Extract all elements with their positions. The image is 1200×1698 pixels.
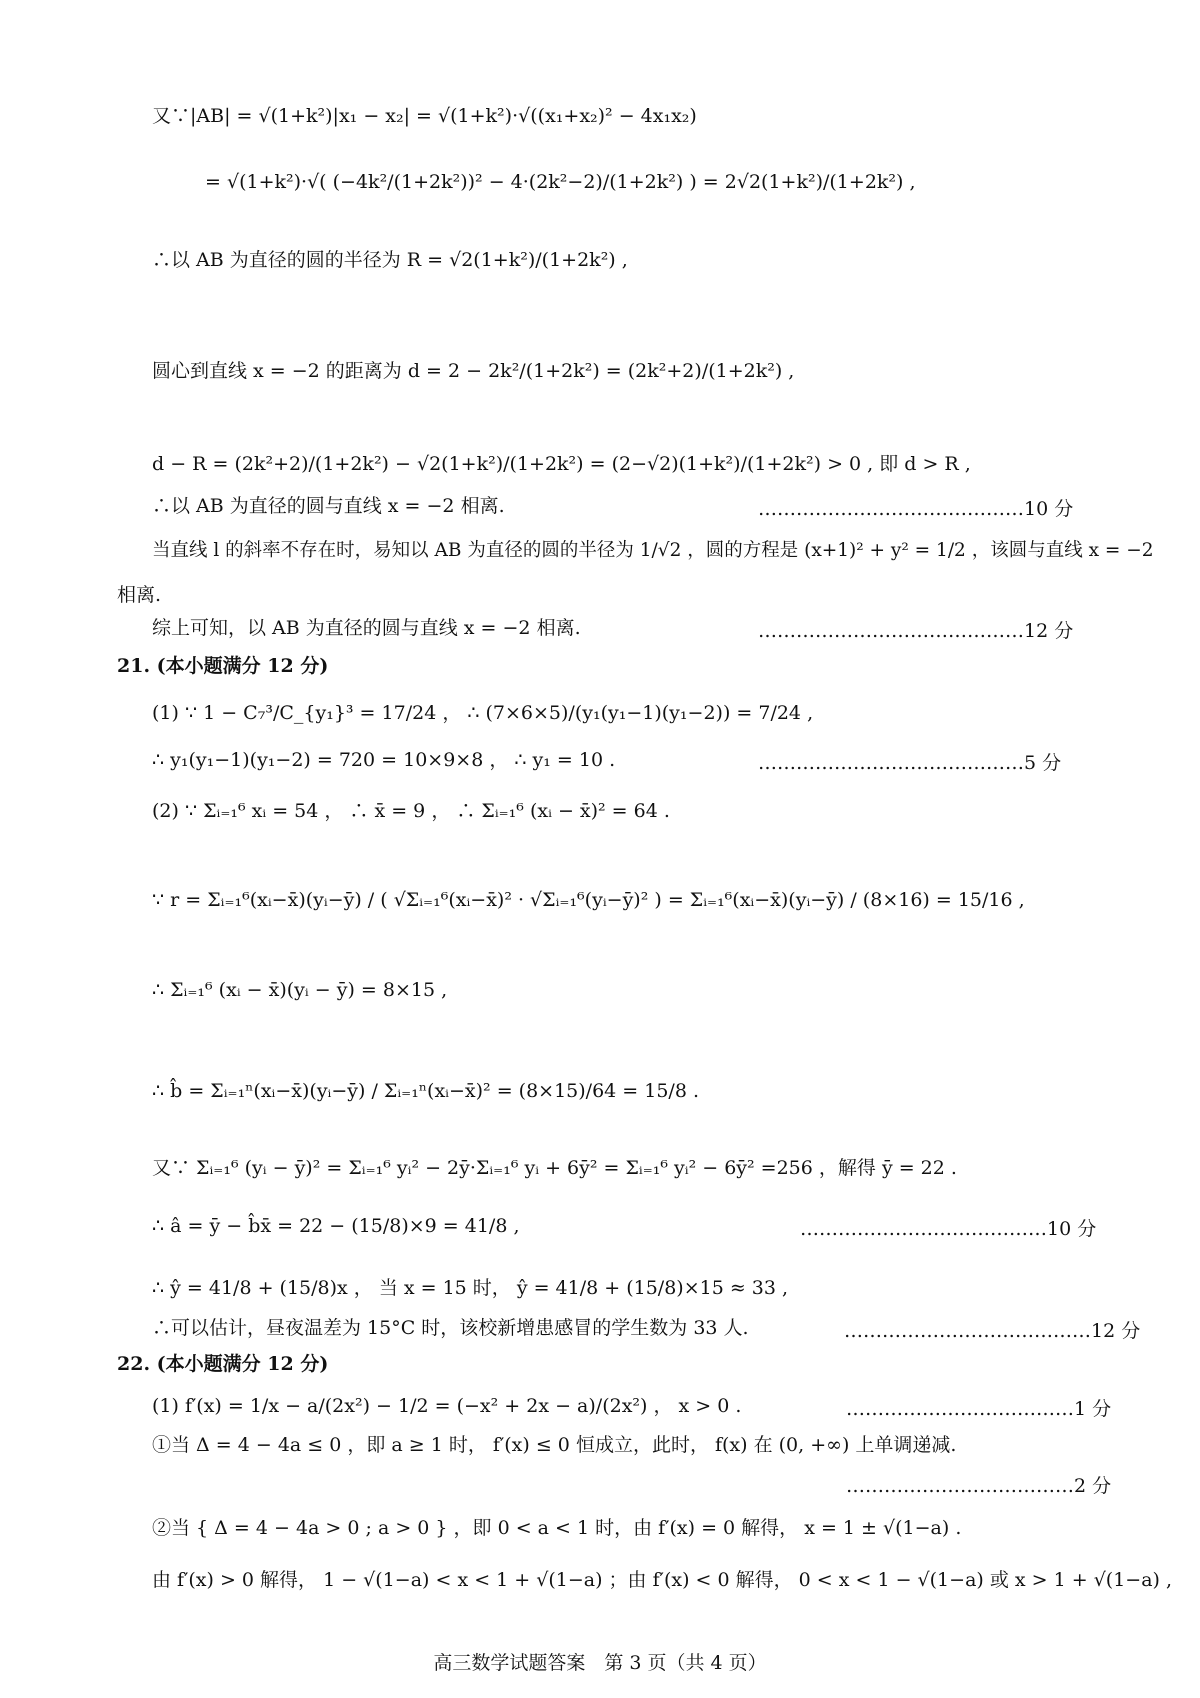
solution-line: ∴可以估计，昼夜温差为 15°C 时，该校新增患感冒的学生数为 33 人. xyxy=(152,1317,749,1339)
solution-line: 综上可知，以 AB 为直径的圆与直线 x = −2 相离. xyxy=(152,617,581,639)
solution-line: d − R = (2k²+2)/(1+2k²) − √2(1+k²)/(1+2k²) = (2−√2)(1+k²)/(1+2k²) > 0 , 即 d > R , xyxy=(152,453,971,475)
solution-line: ∴ y₁(y₁−1)(y₁−2) = 720 = 10×9×8 ， ∴ y₁ = 10 . xyxy=(152,749,616,771)
solution-line: (1) ∵ 1 − C₇³/C_{y₁}³ = 17/24 ， ∴ (7×6×5)/(y₁(y₁−1)(y₁−2)) = 7/24 , xyxy=(152,702,814,724)
solution-line: ∴以 AB 为直径的圆与直线 x = −2 相离. xyxy=(152,495,505,517)
solution-line: ∴ b̂ = Σᵢ₌₁ⁿ(xᵢ−x̄)(yᵢ−ȳ) / Σᵢ₌₁ⁿ(xᵢ−x̄)² = (8×15)/64 = 15/8 . xyxy=(152,1080,699,1102)
solution-line: ∴以 AB 为直径的圆的半径为 R = √2(1+k²)/(1+2k²) , xyxy=(152,249,628,271)
score-marker: ……………………………………12 分 xyxy=(758,620,1074,642)
solution-line: (2) ∵ Σᵢ₌₁⁶ xᵢ = 54 ， ∴ x̄ = 9 ， ∴ Σᵢ₌₁⁶ (xᵢ − x̄)² = 64 . xyxy=(152,800,670,822)
solution-line: ①当 Δ = 4 − 4a ≤ 0 ，即 a ≥ 1 时， f′(x) ≤ 0 恒成立，此时， f(x) 在 (0, +∞) 上单调递减. xyxy=(152,1434,957,1456)
solution-line: ∴ Σᵢ₌₁⁶ (xᵢ − x̄)(yᵢ − ȳ) = 8×15 , xyxy=(152,979,448,1001)
solution-line: 21. (本小题满分 12 分) xyxy=(117,655,329,677)
solution-line: 又∵ Σᵢ₌₁⁶ (yᵢ − ȳ)² = Σᵢ₌₁⁶ yᵢ² − 2ȳ·Σᵢ₌₁⁶ yᵢ + 6ȳ² = Σᵢ₌₁⁶ yᵢ² − 6ȳ² =256 ，解得 ȳ = 22 . xyxy=(152,1157,957,1179)
solution-line: ∴ ŷ = 41/8 + (15/8)x ， 当 x = 15 时， ŷ = 41/8 + (15/8)×15 ≈ 33 , xyxy=(152,1277,789,1299)
solution-line: ∵ r = Σᵢ₌₁⁶(xᵢ−x̄)(yᵢ−ȳ) / ( √Σᵢ₌₁⁶(xᵢ−x̄)² · √Σᵢ₌₁⁶(yᵢ−ȳ)² ) = Σᵢ₌₁⁶(xᵢ−x̄)(yᵢ−ȳ) / (8×16) = 15/16 , xyxy=(152,889,1025,911)
solution-line: ②当 { Δ = 4 − 4a > 0 ; a > 0 } ，即 0 < a < 1 时，由 f′(x) = 0 解得， x = 1 ± √(1−a) . xyxy=(152,1517,962,1539)
solution-line: 相离. xyxy=(117,584,162,606)
score-marker: ………………………………1 分 xyxy=(846,1398,1112,1420)
score-marker: ……………………………………10 分 xyxy=(758,498,1074,520)
solution-line: (1) f′(x) = 1/x − a/(2x²) − 1/2 = (−x² + 2x − a)/(2x²) ， x > 0 . xyxy=(152,1395,742,1417)
solution-line: 22. (本小题满分 12 分) xyxy=(117,1353,329,1375)
solution-line: 当直线 l 的斜率不存在时，易知以 AB 为直径的圆的半径为 1/√2 ，圆的方程是 (x+1)² + y² = 1/2 ，该圆与直线 x = −2 xyxy=(152,540,1154,561)
solution-line: 圆心到直线 x = −2 的距离为 d = 2 − 2k²/(1+2k²) = (2k²+2)/(1+2k²) , xyxy=(152,360,795,382)
solution-line: 又∵|AB| = √(1+k²)|x₁ − x₂| = √(1+k²)·√((x₁+x₂)² − 4x₁x₂) xyxy=(152,105,697,127)
score-marker: ………………………………2 分 xyxy=(846,1475,1112,1497)
solution-line: = √(1+k²)·√( (−4k²/(1+2k²))² − 4·(2k²−2)/(1+2k²) ) = 2√2(1+k²)/(1+2k²) , xyxy=(205,171,916,193)
score-marker: …………………………………10 分 xyxy=(800,1218,1097,1240)
solution-line: 由 f′(x) > 0 解得， 1 − √(1−a) < x < 1 + √(1−a) ；由 f′(x) < 0 解得， 0 < x < 1 − √(1−a) 或 x > 1 + √(1−a) , xyxy=(152,1569,1173,1591)
page-footer: 高三数学试题答案 第 3 页（共 4 页） xyxy=(433,1652,767,1674)
score-marker: …………………………………12 分 xyxy=(844,1320,1141,1342)
solution-line: ∴ â = ȳ − b̂x̄ = 22 − (15/8)×9 = 41/8 , xyxy=(152,1215,520,1237)
score-marker: ……………………………………5 分 xyxy=(758,752,1062,774)
